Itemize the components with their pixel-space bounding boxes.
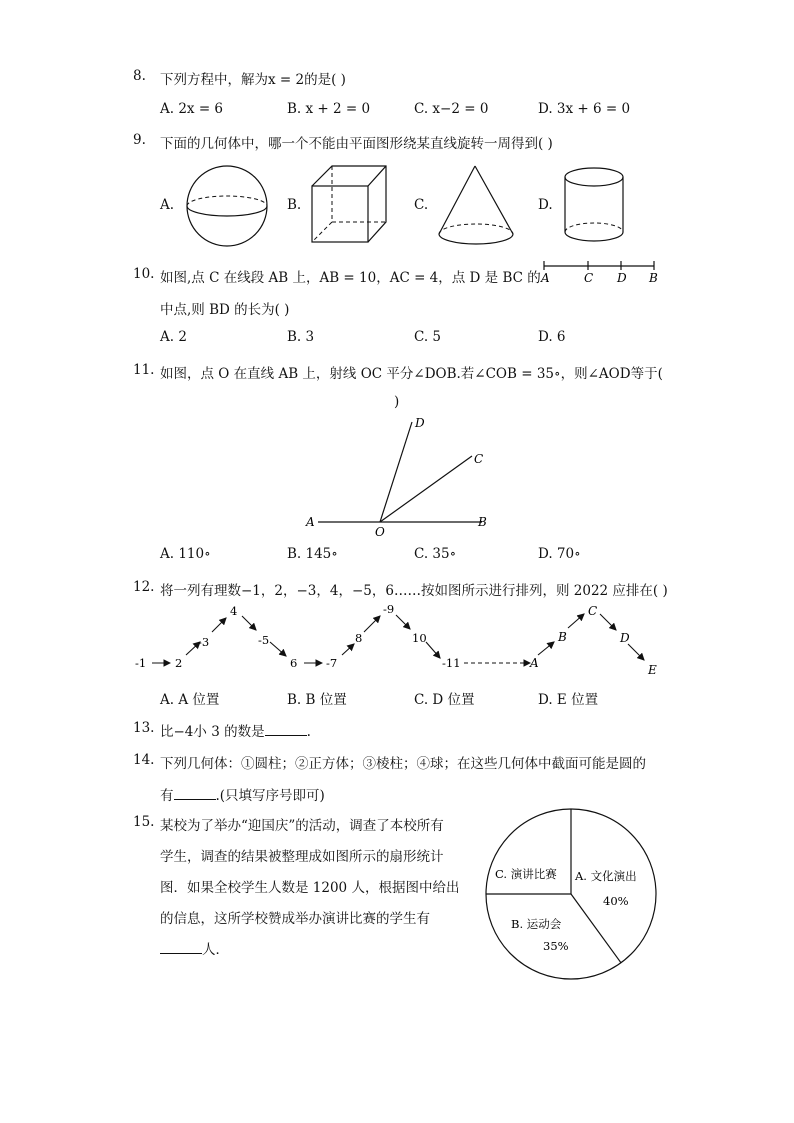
num-neg11: -11 [442,656,461,670]
q11-option-b[interactable]: B. 145∘ [287,546,338,562]
num-6: 6 [290,656,298,670]
q11-option-a[interactable]: A. 110∘ [160,546,211,562]
pos-b: B [558,630,567,644]
q13-answer-blank[interactable] [265,723,307,736]
pie-label-a: A. 文化演出 [575,869,637,883]
q12-stem: 将一列有理数−1，2，−3，4，−5，6……按如图所示进行排列，则 2022 应排在( ) [160,583,668,599]
q15-stem-line5 [160,938,229,958]
num-neg1: -1 [135,656,147,670]
q9-option-d[interactable]: D. [538,197,553,213]
num-neg3: -3 [198,635,210,649]
q15-answer-blank[interactable] [160,941,202,954]
q9-number: 9. [133,132,146,148]
pie-pct-b: 35% [543,939,569,953]
sphere-figure [185,165,275,250]
q8-option-a[interactable]: A. 2x = 6 [160,101,224,117]
segment-figure [540,258,660,288]
q15-post: 人． [202,942,229,958]
pos-a: A [530,656,539,670]
num-neg9: -9 [383,602,395,616]
q14-stem-line1: 下列几何体：①圆柱；②正方体；③棱柱；④球；在这些几何体中截面可能是圆的 [160,756,646,772]
q15-stem-line2: 学生，调查的结果被整理成如图所示的扇形统计 [160,849,444,865]
q11-option-c[interactable]: C. 35∘ [414,546,457,562]
q10-number: 10. [133,266,155,282]
q12-number: 12. [133,579,155,595]
q9-stem: 下面的几何体中，哪一个不能由平面图形绕某直线旋转一周得到( ) [160,136,553,152]
q10-option-d[interactable]: D. 6 [538,329,566,345]
cylinder-figure [563,166,629,246]
pos-d: D [620,631,630,645]
q9-option-c[interactable]: C. [414,197,429,213]
q8-number: 8. [133,68,146,84]
q10-option-c[interactable]: C. 5 [414,329,442,345]
q14-pre: 有 [160,788,174,804]
num-8: 8 [355,631,363,645]
q14-number: 14. [133,752,155,768]
label-a: A [541,271,550,285]
q8-option-c[interactable]: C. x−2 = 0 [414,101,489,117]
q10-option-b[interactable]: B. 3 [287,329,315,345]
label-c: C [474,452,484,466]
q11-stem-line2: ) [394,394,400,410]
zigzag-figure [130,600,670,680]
q9-option-a[interactable]: A. [160,197,175,213]
pie-chart [485,808,657,980]
q8-option-d[interactable]: D. 3x + 6 = 0 [538,101,631,117]
cube-figure [310,164,390,246]
q9-option-b[interactable]: B. [287,197,302,213]
q11-stem-line1: 如图，点 O 在直线 AB 上，射线 OC 平分∠DOB.若∠COB = 35∘，则∠AOD等于( [160,366,663,382]
q11-number: 11. [133,362,155,378]
label-b: B [649,271,658,285]
label-d: D [415,416,425,430]
q10-stem-line2: 中点,则 BD 的长为( ) [160,302,290,318]
q13-stem [160,720,311,740]
q15-stem-line1: 某校为了举办“迎国庆”的活动，调查了本校所有 [160,818,444,834]
label-a: A [306,515,315,529]
angle-figure [300,412,500,542]
label-b: B [478,515,487,529]
q11-option-d[interactable]: D. 70∘ [538,546,581,562]
q14-answer-blank[interactable] [174,787,216,800]
q10-stem-line1: 如图,点 C 在线段 AB 上，AB = 10，AC = 4，点 D 是 BC 的 [160,270,541,286]
q12-option-c[interactable]: C. D 位置 [414,692,475,708]
q8-option-b[interactable]: B. x + 2 = 0 [287,101,371,117]
q13-text: 比−4小 3 的数是 [160,724,265,740]
q13-number: 13. [133,720,155,736]
pos-e: E [648,663,657,677]
num-4: 4 [230,604,238,618]
q15-stem-line3: 图．如果全校学生人数是 1200 人，根据图中给出 [160,880,460,896]
pos-c: C [588,604,598,618]
q10-option-a[interactable]: A. 2 [160,329,187,345]
q12-option-a[interactable]: A. A 位置 [160,692,220,708]
q15-stem-line4: 的信息，这所学校赞成举办演讲比赛的学生有 [160,911,430,927]
num-neg7: -7 [326,656,338,670]
q15-number: 15. [133,814,155,830]
q13-tail: . [306,724,311,740]
q12-option-d[interactable]: D. E 位置 [538,692,599,708]
num-2: 2 [175,656,183,670]
q12-option-b[interactable]: B. B 位置 [287,692,347,708]
pie-label-c: C. 演讲比赛 [495,867,557,881]
pie-pct-a: 40% [603,894,629,908]
pie-label-b: B. 运动会 [511,917,562,931]
q8-stem: 下列方程中，解为x = 2的是( ) [160,72,346,88]
num-neg5: -5 [258,633,270,647]
label-c: C [584,271,594,285]
num-10: 10 [412,631,427,645]
label-o: O [375,525,385,539]
q14-post: .(只填写序号即可) [215,788,325,804]
label-d: D [617,271,627,285]
cone-figure [437,164,519,248]
q14-stem-line2 [160,784,325,804]
